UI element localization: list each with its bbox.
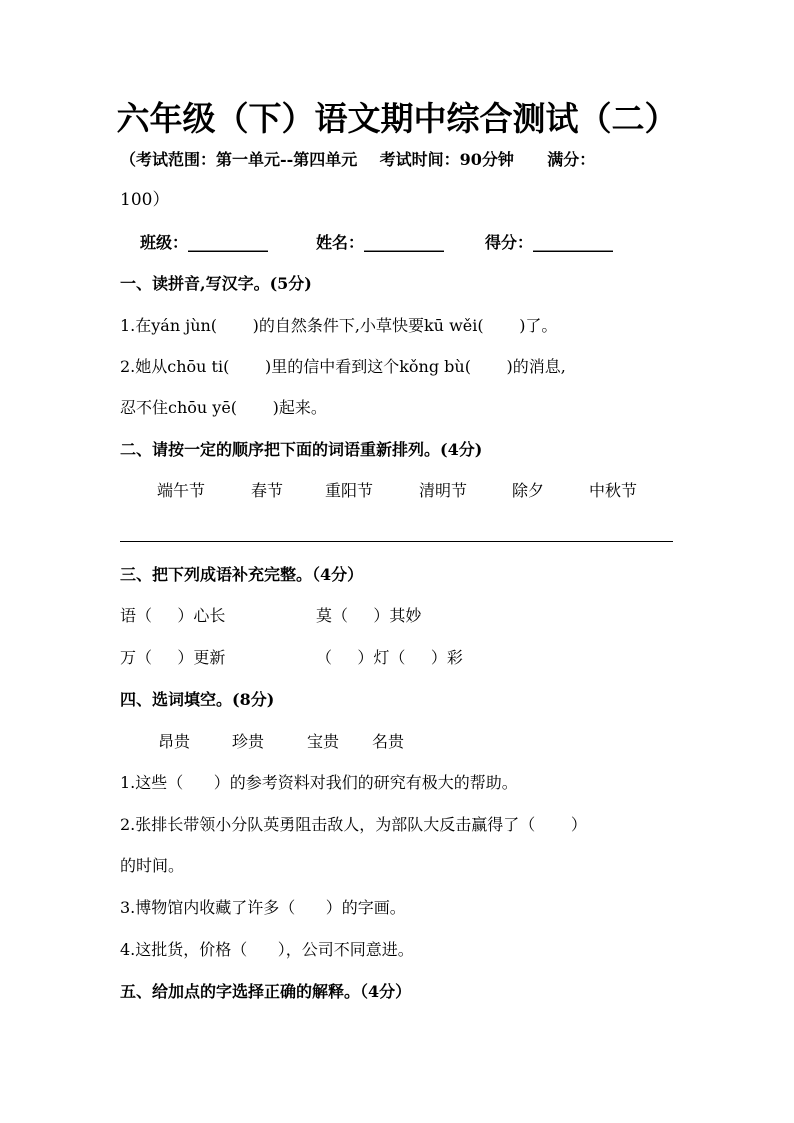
section3-heading: 三、把下列成语补充完整。（4分）	[120, 565, 364, 584]
section4-question-2-cont: 的时间。	[120, 856, 185, 875]
page-title: 六年级（下）语文期中综合测试（二）	[116, 99, 678, 138]
idiom-item: （ ）灯（ ）彩	[316, 648, 463, 667]
choice-word: 宝贵	[307, 732, 340, 751]
choice-word: 昂贵	[158, 732, 191, 751]
choice-word: 珍贵	[232, 732, 265, 751]
word-item: 除夕	[512, 481, 545, 500]
section1-question-2: 2.她从chōu ti( )里的信中看到这个kǒng bù( )的消息,	[120, 357, 566, 376]
section2-heading: 二、请按一定的顺序把下面的词语重新排列。(4分)	[120, 440, 483, 459]
word-item: 重阳节	[325, 481, 374, 500]
section4-question-1: 1.这些（ ）的参考资料对我们的研究有极大的帮助。	[120, 773, 518, 792]
word-item: 端午节	[157, 481, 206, 500]
class-field[interactable]: 班级：__________	[140, 233, 269, 252]
exam-info-line2: 100）	[120, 190, 170, 210]
idiom-item: 莫（ ）其妙	[316, 606, 422, 625]
section1-question-1: 1.在yán jùn( )的自然条件下,小草快要kū wěi( )了。	[120, 316, 558, 335]
score-field[interactable]: 得分：__________	[485, 233, 614, 252]
section4-heading: 四、选词填空。(8分)	[120, 690, 275, 709]
idiom-item: 语（ ）心长	[120, 606, 226, 625]
word-item: 清明节	[419, 481, 468, 500]
choice-word: 名贵	[372, 732, 405, 751]
word-item: 中秋节	[589, 481, 638, 500]
answer-line[interactable]	[120, 541, 673, 542]
section4-question-3: 3.博物馆内收藏了许多（ ）的字画。	[120, 898, 406, 917]
section4-question-4: 4.这批货，价格（ ），公司不同意进。	[120, 940, 414, 959]
name-field[interactable]: 姓名：__________	[316, 233, 445, 252]
exam-info-line1: （考试范围：第一单元--第四单元 考试时间：90分钟 满分：	[120, 150, 596, 169]
word-item: 春节	[251, 481, 284, 500]
section1-question-2-cont: 忍不住chōu yē( )起来。	[120, 398, 327, 417]
section1-heading: 一、读拼音,写汉字。(5分)	[120, 274, 312, 293]
section5-heading: 五、给加点的字选择正确的解释。（4分）	[120, 982, 412, 1001]
section4-question-2: 2.张排长带领小分队英勇阻击敌人，为部队大反击赢得了（ ）	[120, 815, 587, 834]
idiom-item: 万（ ）更新	[120, 648, 226, 667]
